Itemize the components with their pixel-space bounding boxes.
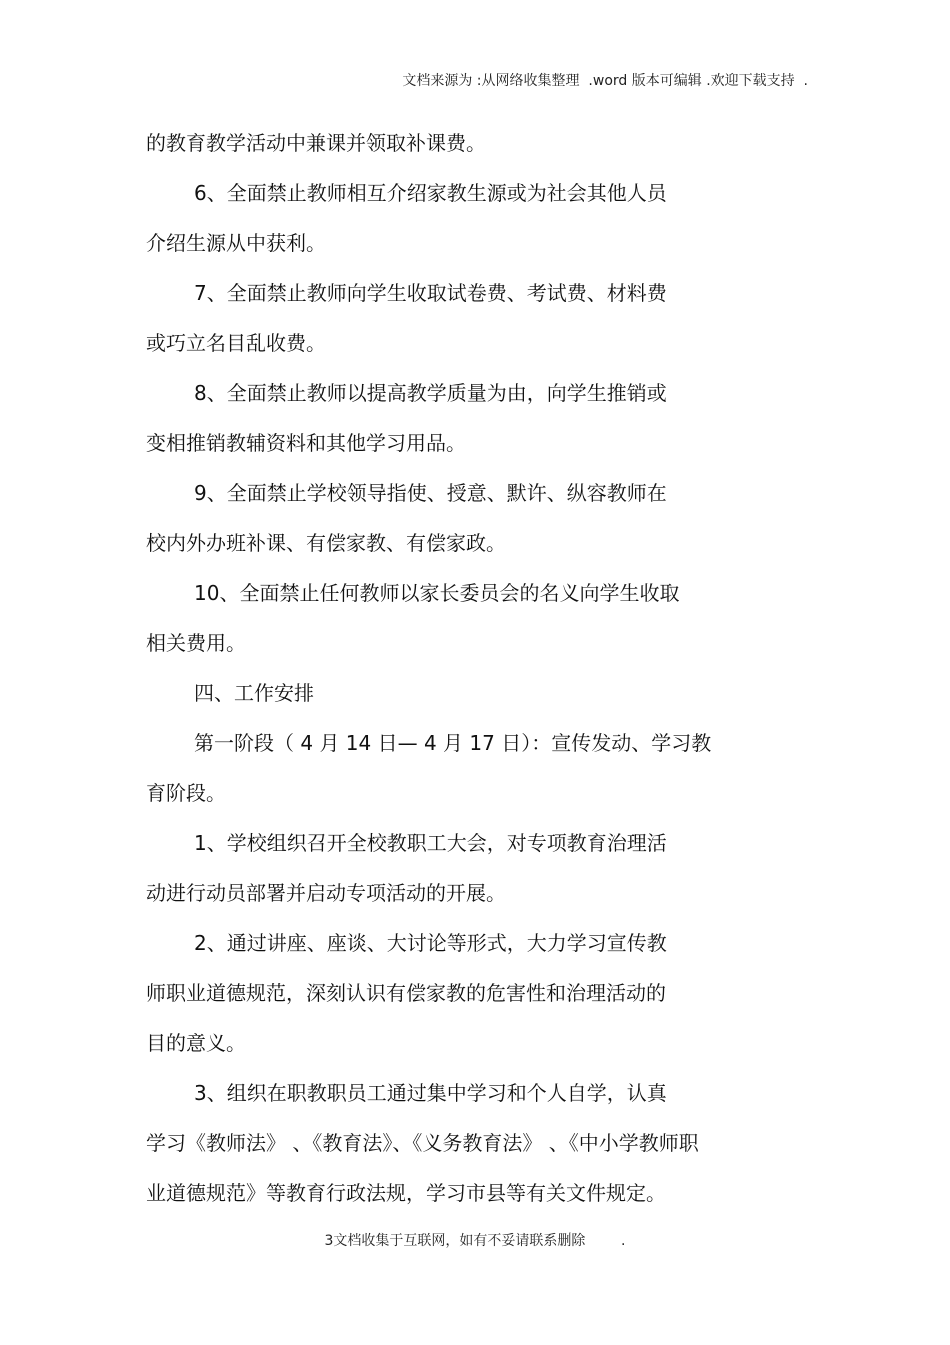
text-line: 业道德规范》等教育行政法规，学习市县等有关文件规定。 — [146, 1181, 666, 1205]
text-line: 相关费用。 — [146, 631, 246, 655]
text-line: 第一阶段（ 4 月 14 日— 4 月 17 日）：宣传发动、学习教 — [194, 731, 712, 755]
text-line: 目的意义。 — [146, 1031, 246, 1055]
text-line: 变相推销教辅资料和其他学习用品。 — [146, 431, 466, 455]
text-line: 3、组织在职教职员工通过集中学习和个人自学，认真 — [194, 1081, 667, 1105]
text-line: 校内外办班补课、有偿家教、有偿家政。 — [146, 531, 506, 555]
document-body — [146, 118, 806, 1218]
text-line: 育阶段。 — [146, 781, 226, 805]
page-header: 文档来源为 :从网络收集整理 .word 版本可编辑 .欢迎下载支持 . — [402, 73, 808, 89]
page-footer: 3文档收集于互联网，如有不妥请联系删除 . — [324, 1233, 626, 1249]
text-line: 四、工作安排 — [194, 681, 314, 705]
text-line: 的教育教学活动中兼课并领取补课费。 — [146, 131, 486, 155]
text-line: 7、全面禁止教师向学生收取试卷费、考试费、材料费 — [194, 281, 667, 305]
text-line: 8、全面禁止教师以提高教学质量为由，向学生推销或 — [194, 381, 667, 405]
text-line: 2、通过讲座、座谈、大讨论等形式，大力学习宣传教 — [194, 931, 667, 955]
text-line: 介绍生源从中获利。 — [146, 231, 326, 255]
text-line: 或巧立名目乱收费。 — [146, 331, 326, 355]
text-line: 6、全面禁止教师相互介绍家教生源或为社会其他人员 — [194, 181, 667, 205]
text-line: 1、学校组织召开全校教职工大会，对专项教育治理活 — [194, 831, 667, 855]
text-line: 9、全面禁止学校领导指使、授意、默许、纵容教师在 — [194, 481, 667, 505]
text-line: 师职业道德规范，深刻认识有偿家教的危害性和治理活动的 — [146, 981, 666, 1005]
text-line: 动进行动员部署并启动专项活动的开展。 — [146, 881, 506, 905]
text-line: 学习《教师法》 、《教育法》、《义务教育法》 、《中小学教师职 — [146, 1131, 699, 1155]
text-line: 10、全面禁止任何教师以家长委员会的名义向学生收取 — [194, 581, 680, 605]
